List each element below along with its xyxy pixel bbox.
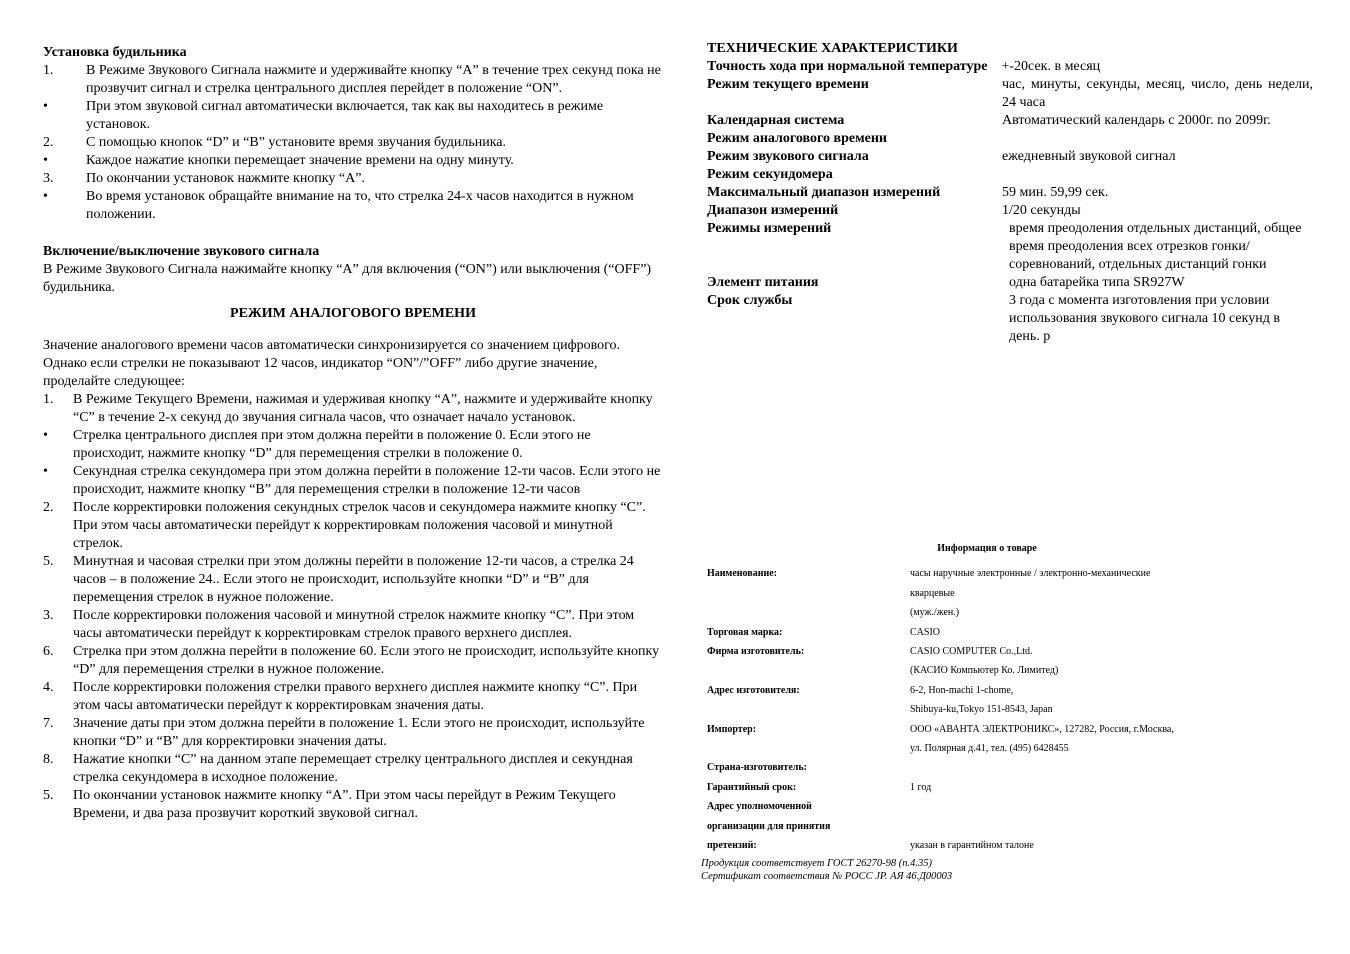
spec-value bbox=[1002, 166, 1313, 184]
info-value: кварцевые bbox=[910, 587, 955, 599]
item-marker: • bbox=[43, 153, 48, 168]
info-value: (муж./жен.) bbox=[910, 607, 960, 619]
list-item bbox=[43, 427, 663, 463]
alarm-heading: Установка будильника bbox=[43, 45, 187, 60]
spec-row bbox=[707, 58, 1313, 76]
item-text: При этом звуковой сигнал автоматически включается, так как вы находитесь в режиме установок. bbox=[86, 99, 604, 132]
spec-label: Элемент питания bbox=[707, 275, 819, 290]
item-marker: • bbox=[43, 464, 48, 479]
spec-value: 59 мин. 59,99 сек. bbox=[1002, 185, 1109, 200]
spec-label: Максимальный диапазон измерений bbox=[707, 185, 941, 200]
list-item bbox=[43, 391, 663, 427]
spec-value bbox=[1002, 130, 1313, 148]
info-row bbox=[707, 661, 1267, 680]
product-info bbox=[707, 539, 1267, 856]
spec-row bbox=[707, 112, 1313, 130]
info-label: Адрес изготовителя: bbox=[707, 684, 800, 696]
info-label bbox=[707, 603, 910, 622]
spec-value: Автоматический календарь с 2000г. по 2099г. bbox=[1002, 113, 1271, 128]
spec-heading: ТЕХНИЧЕСКИЕ ХАРАКТЕРИСТИКИ bbox=[707, 41, 958, 56]
spec-value: час, минуты, секунды, месяц, число, день недели, 24 часа bbox=[1002, 77, 1313, 110]
info-value: Shibuya-ku,Tokyo 151-8543, Japan bbox=[910, 704, 1053, 716]
spec-label: Точность хода при нормальной температуре bbox=[707, 59, 988, 74]
info-row bbox=[707, 681, 1267, 700]
item-text: Минутная и часовая стрелки при этом должны перейти в положение 12-ти часов, а стрелка 24 часов – в положение 24.. Если этого не происходит, используйте кнопки “D” и “B” для перемещения стрелок в нужное положение. bbox=[73, 554, 634, 605]
spec-value: одна батарейка типа SR927W bbox=[1009, 275, 1185, 290]
item-marker: 3. bbox=[43, 171, 54, 186]
list-item bbox=[43, 787, 663, 823]
info-row bbox=[707, 758, 1267, 777]
info-value: (КАСИО Компьютер Ко. Лимитед) bbox=[910, 665, 1059, 677]
toggle-heading: Включение/выключение звукового сигнала bbox=[43, 244, 320, 259]
info-row bbox=[707, 603, 1267, 622]
item-marker: 4. bbox=[43, 680, 54, 695]
list-item bbox=[43, 679, 663, 715]
item-marker: 1. bbox=[43, 392, 54, 407]
info-row bbox=[707, 700, 1267, 719]
info-row bbox=[707, 720, 1267, 739]
cert-line: Продукция соответствует ГОСТ 26270-98 (п.4.35) bbox=[701, 858, 933, 869]
item-text: В Режиме Звукового Сигнала нажмите и удерживайте кнопку “А” в течение трех секунд пока не прозвучит сигнал и стрелка центрального дисплея перейдет в положение “ON”. bbox=[86, 63, 661, 96]
spec-value: +-20сек. в месяц bbox=[1001, 59, 1101, 74]
list-item bbox=[43, 553, 663, 607]
spec-value: 3 года с момента изготовления при условии использования звукового сигнала 10 секунд в день. р bbox=[1009, 293, 1280, 344]
info-row bbox=[707, 778, 1267, 797]
info-label bbox=[707, 700, 910, 719]
info-value: 6-2, Hon-machi 1-chome, bbox=[910, 684, 1014, 696]
info-row bbox=[707, 584, 1267, 603]
list-item bbox=[43, 463, 663, 499]
info-value: CASIO COMPUTER Co.,Ltd. bbox=[910, 646, 1033, 658]
info-value bbox=[910, 817, 1267, 836]
alarm-list bbox=[43, 62, 663, 224]
list-item bbox=[43, 98, 663, 134]
right-column bbox=[707, 40, 1313, 346]
spacer bbox=[43, 224, 663, 243]
info-row bbox=[707, 817, 1267, 836]
info-value bbox=[910, 797, 1267, 816]
item-text: Секундная стрелка секундомера при этом должна перейти в положение 12-ти часов. Если этого не происходит, нажмите кнопку “B” для перемещения стрелки в положение 12-ти часов bbox=[73, 464, 661, 497]
info-value: указан в гарантийном талоне bbox=[910, 840, 1034, 852]
item-marker: 1. bbox=[43, 63, 54, 78]
spec-row bbox=[707, 202, 1313, 220]
list-item bbox=[43, 643, 663, 679]
info-label bbox=[707, 584, 910, 603]
list-item bbox=[43, 751, 663, 787]
info-row bbox=[707, 739, 1267, 758]
spec-label: Режим аналогового времени bbox=[707, 131, 887, 146]
certification-note bbox=[701, 857, 952, 883]
list-item bbox=[43, 607, 663, 643]
item-text: После корректировки положения стрелки правого верхнего дисплея нажмите кнопку “C”. При этом часы автоматически перейдут к корректировкам значения даты. bbox=[73, 680, 638, 713]
info-label: Адрес уполномоченной bbox=[707, 801, 812, 813]
list-item bbox=[43, 62, 663, 98]
info-row bbox=[707, 642, 1267, 661]
info-label: Торговая марка: bbox=[707, 626, 783, 638]
analog-list bbox=[43, 391, 663, 823]
item-marker: 8. bbox=[43, 752, 54, 767]
item-marker: 3. bbox=[43, 608, 54, 623]
spec-value: 1/20 секунды bbox=[1002, 203, 1081, 218]
info-value: CASIO bbox=[910, 626, 941, 638]
item-text: По окончании установок нажмите кнопку “А”. bbox=[86, 171, 365, 186]
list-item bbox=[43, 715, 663, 751]
spec-row bbox=[707, 148, 1313, 166]
info-row bbox=[707, 564, 1267, 583]
info-label: Наименование: bbox=[707, 568, 777, 580]
spec-label: Режим звукового сигнала bbox=[707, 149, 869, 164]
item-text: В Режиме Текущего Времени, нажимая и удерживая кнопку “А”, нажмите и удерживайте кнопку “C” в течение 2-х секунд до звучания сигнала часов, что означает начало установок. bbox=[73, 392, 653, 425]
info-value bbox=[910, 758, 1267, 777]
item-marker: 5. bbox=[43, 554, 54, 569]
list-item bbox=[43, 170, 663, 188]
item-text: Стрелка при этом должна перейти в положение 60. Если этого не происходит, используйте кнопку “D” для перемещения стрелки в нужное положение. bbox=[73, 644, 660, 677]
spec-label: Режим секундомера bbox=[707, 167, 833, 182]
cert-line: Сертификат соответствия № РОСС JP. АЯ 46.Д00003 bbox=[701, 871, 953, 882]
spec-value: ежедневный звуковой сигнал bbox=[1002, 149, 1176, 164]
spec-row bbox=[707, 166, 1313, 184]
product-info-title: Информация о товаре bbox=[937, 543, 1037, 554]
item-text: С помощью кнопок “D” и “B” установите время звучания будильника. bbox=[86, 135, 507, 150]
spec-label: Срок службы bbox=[707, 293, 793, 308]
item-text: Стрелка центрального дисплея при этом должна перейти в положение 0. Если этого не происходит, нажмите кнопку “D” для перемещения стрелки в положение 0. bbox=[73, 428, 591, 461]
item-text: Каждое нажатие кнопки перемещает значение времени на одну минуту. bbox=[86, 153, 514, 168]
item-marker: 5. bbox=[43, 788, 54, 803]
info-label bbox=[707, 739, 910, 758]
item-text: Во время установок обращайте внимание на то, что стрелка 24-х часов находится в нужном положении. bbox=[86, 189, 634, 222]
spec-label: Режимы измерений bbox=[707, 221, 832, 236]
analog-intro: Значение аналогового времени часов автоматически синхронизируется со значением цифрового. Однако если стрелки не показывают 12 часов, индикатор “ON”/”OFF” либо другие значение, проделайте следующее: bbox=[43, 338, 621, 389]
info-label: Страна-изготовитель: bbox=[707, 762, 807, 774]
item-text: Значение даты при этом должна перейти в положение 1. Если этого не происходит, используйте кнопки “D” и “B” для корректировки значения даты. bbox=[73, 716, 645, 749]
spec-row bbox=[707, 130, 1313, 148]
list-item bbox=[43, 499, 663, 553]
spec-label: Режим текущего времени bbox=[707, 77, 869, 92]
analog-heading: РЕЖИМ АНАЛОГОВОГО ВРЕМЕНИ bbox=[230, 306, 476, 321]
item-marker: 6. bbox=[43, 644, 54, 659]
item-marker: • bbox=[43, 428, 48, 443]
info-row bbox=[707, 797, 1267, 816]
spec-row bbox=[707, 184, 1313, 202]
list-item bbox=[43, 134, 663, 152]
info-row bbox=[707, 623, 1267, 642]
info-value: 1 год bbox=[910, 781, 932, 793]
spec-row bbox=[707, 220, 1313, 274]
item-marker: 2. bbox=[43, 500, 54, 515]
item-marker: • bbox=[43, 99, 48, 114]
info-label bbox=[707, 661, 910, 680]
info-label: претензий: bbox=[707, 840, 757, 852]
item-marker: 2. bbox=[43, 135, 54, 150]
info-value: ООО «АВАНТА ЭЛЕКТРОНИКС», 127282, Россия, г.Москва, bbox=[910, 723, 1174, 735]
item-marker: • bbox=[43, 189, 48, 204]
item-text: Нажатие кнопки “C” на данном этапе перемещает стрелку центрального дисплея и секундная стрелка секундомера в исходное положение. bbox=[73, 752, 633, 785]
item-text: После корректировки положения секундных стрелок часов и секундомера нажмите кнопку “C”. При этом часы автоматически перейдут к корректировкам положения часовой и минутной стрелок. bbox=[73, 500, 646, 551]
item-text: После корректировки положения часовой и минутной стрелок нажмите кнопку “C”. При этом часы автоматически перейдут к корректировкам стрелок правого верхнего дисплея. bbox=[73, 608, 635, 641]
list-item bbox=[43, 188, 663, 224]
item-text: По окончании установок нажмите кнопку “А”. При этом часы перейдут в Режим Текущего Времени, и два раза прозвучит короткий звуковой сигнал. bbox=[73, 788, 616, 821]
spec-label: Календарная система bbox=[707, 113, 845, 128]
list-item bbox=[43, 152, 663, 170]
spec-label: Диапазон измерений bbox=[707, 203, 839, 218]
item-marker: 7. bbox=[43, 716, 54, 731]
info-value: ул. Полярная д.41, тел. (495) 6428455 bbox=[910, 743, 1069, 755]
info-label: Гарантийный срок: bbox=[707, 781, 797, 793]
left-column bbox=[43, 44, 663, 823]
info-label: организации для принятия bbox=[707, 820, 831, 832]
spec-row bbox=[707, 76, 1313, 112]
spec-row bbox=[707, 292, 1313, 346]
info-label: Фирма изготовитель: bbox=[707, 646, 805, 658]
toggle-text: В Режиме Звукового Сигнала нажимайте кнопку “А” для включения (“ON”) или выключения (“OFF”) будильника. bbox=[43, 262, 652, 295]
spec-value: время преодоления отдельных дистанций, общее время преодоления всех отрезков гонки/соревнований, отдельных дистанций гонки bbox=[1009, 221, 1302, 272]
info-label: Импортер: bbox=[707, 723, 757, 735]
info-value: часы наручные электронные / электронно-механические bbox=[910, 568, 1151, 580]
info-row bbox=[707, 836, 1267, 855]
spec-row bbox=[707, 274, 1313, 292]
